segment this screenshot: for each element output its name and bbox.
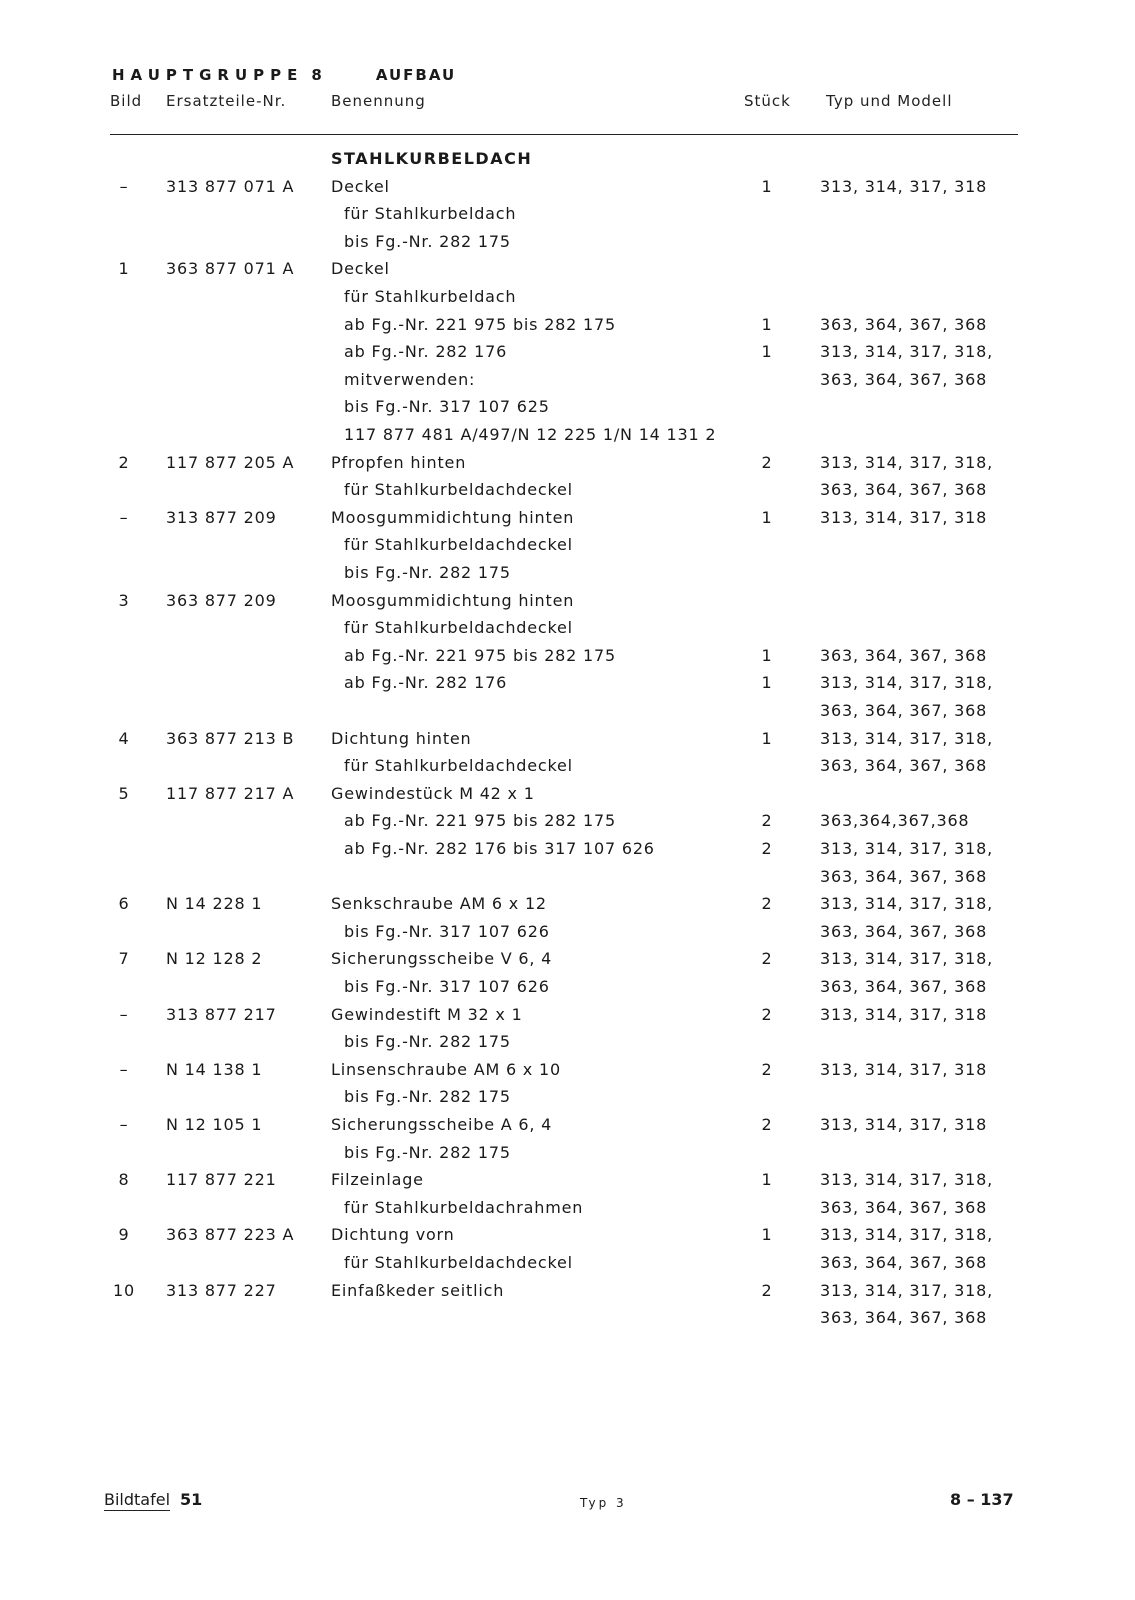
- designation-cell: für Stahlkurbeldachrahmen: [344, 1197, 584, 1217]
- bild-cell: –: [119, 176, 129, 196]
- designation-cell: bis Fg.-Nr. 282 175: [344, 563, 511, 582]
- quantity-cell: 1: [761, 673, 773, 693]
- designation-cell: ab Fg.-Nr. 282 176 bis 317 107 626: [344, 839, 655, 858]
- type-model-cell: 363, 364, 367, 368: [820, 369, 988, 389]
- part-number-cell: 117 877 205 A: [166, 452, 295, 472]
- hauptgruppe-heading: [112, 66, 456, 84]
- section-heading-row: [0, 145, 1135, 172]
- column-header-benennung: Benennung: [331, 92, 426, 110]
- part-number-cell: N 14 228 1: [166, 894, 263, 914]
- bild-cell: 2: [118, 452, 130, 472]
- bild-cell: 3: [118, 590, 130, 610]
- typ-footer: Typ 3: [580, 1496, 627, 1510]
- quantity-cell: 1: [761, 507, 773, 527]
- table-row: [0, 1221, 1135, 1248]
- table-row: [0, 255, 1135, 282]
- table-row: [0, 918, 1135, 945]
- table-row: [0, 449, 1135, 476]
- bild-cell: 4: [118, 728, 130, 748]
- designation-cell: für Stahlkurbeldachdeckel: [344, 618, 573, 638]
- type-model-cell: 313, 314, 317, 318: [820, 1004, 988, 1024]
- designation-cell: für Stahlkurbeldachdeckel: [344, 1253, 573, 1272]
- designation-cell: Moosgummidichtung hinten: [331, 507, 575, 527]
- quantity-cell: 2: [761, 811, 773, 831]
- quantity-cell: 2: [761, 1059, 773, 1079]
- table-row: [0, 1028, 1135, 1055]
- table-row: [0, 476, 1135, 503]
- type-model-cell: 363, 364, 367, 368: [820, 921, 988, 941]
- table-row: [0, 1139, 1135, 1166]
- type-model-cell: 363, 364, 367, 368: [820, 701, 988, 720]
- type-model-cell: 313, 314, 317, 318: [820, 507, 988, 527]
- bildtafel-footer: [104, 1490, 202, 1509]
- part-number-cell: 117 877 221: [166, 1170, 277, 1190]
- table-row: [0, 1249, 1135, 1276]
- type-model-cell: 363, 364, 367, 368: [820, 756, 988, 776]
- designation-cell: bis Fg.-Nr. 317 107 625: [344, 397, 550, 417]
- designation-cell: Senkschraube AM 6 x 12: [331, 894, 547, 914]
- hauptgruppe-label: HAUPTGRUPPE: [112, 66, 304, 84]
- designation-cell: Linsenschraube AM 6 x 10: [331, 1059, 561, 1079]
- quantity-cell: 2: [761, 1004, 773, 1024]
- quantity-cell: 1: [761, 1225, 773, 1245]
- table-row: [0, 614, 1135, 641]
- designation-cell: Sicherungsscheibe A 6, 4: [331, 1115, 553, 1134]
- bild-cell: 6: [118, 894, 130, 914]
- designation-cell: Gewindestift M 32 x 1: [331, 1004, 523, 1024]
- page-number: 8 – 137: [950, 1490, 1014, 1509]
- table-row: [0, 366, 1135, 393]
- table-row: [0, 1111, 1135, 1138]
- type-model-cell: 363, 364, 367, 368: [820, 977, 988, 996]
- type-model-cell: 313, 314, 317, 318,: [820, 342, 993, 362]
- designation-cell: für Stahlkurbeldachdeckel: [344, 756, 573, 776]
- designation-cell: 117 877 481 A/497/N 12 225 1/N 14 131 2: [344, 425, 717, 444]
- bild-cell: –: [119, 1115, 129, 1134]
- designation-cell: Dichtung hinten: [331, 728, 472, 748]
- part-number-cell: 313 877 227: [166, 1280, 277, 1300]
- table-row: [0, 1001, 1135, 1028]
- type-model-cell: 363, 364, 367, 368: [820, 1253, 988, 1272]
- designation-cell: bis Fg.-Nr. 282 175: [344, 231, 511, 251]
- type-model-cell: 313, 314, 317, 318,: [820, 1170, 993, 1190]
- header-divider: [110, 134, 1018, 135]
- table-row: [0, 200, 1135, 227]
- bild-cell: 9: [118, 1225, 130, 1245]
- quantity-cell: 2: [761, 894, 773, 914]
- designation-cell: mitverwenden:: [344, 369, 476, 389]
- part-number-cell: N 12 128 2: [166, 949, 263, 969]
- table-row: [0, 945, 1135, 972]
- quantity-cell: 2: [761, 1280, 773, 1300]
- designation-cell: für Stahlkurbeldachdeckel: [344, 480, 573, 500]
- designation-cell: Deckel: [331, 259, 390, 279]
- quantity-cell: 2: [761, 949, 773, 969]
- table-row: [0, 669, 1135, 696]
- bildtafel-label: Bildtafel: [104, 1490, 171, 1509]
- column-header-stueck: Stück: [744, 92, 791, 110]
- table-row: [0, 311, 1135, 338]
- designation-cell: Moosgummidichtung hinten: [331, 590, 575, 610]
- designation-cell: Gewindestück M 42 x 1: [331, 783, 535, 803]
- designation-cell: bis Fg.-Nr. 317 107 626: [344, 921, 550, 941]
- table-row: [0, 1056, 1135, 1083]
- table-row: [0, 1166, 1135, 1193]
- table-row: [0, 504, 1135, 531]
- designation-cell: ab Fg.-Nr. 221 975 bis 282 175: [344, 314, 616, 334]
- quantity-cell: 2: [761, 1115, 773, 1134]
- quantity-cell: 2: [761, 452, 773, 472]
- table-row: [0, 1304, 1135, 1331]
- part-number-cell: 313 877 071 A: [166, 176, 295, 196]
- designation-cell: Sicherungsscheibe V 6, 4: [331, 949, 553, 969]
- designation-cell: Filzeinlage: [331, 1170, 424, 1190]
- hauptgruppe-title: AUFBAU: [375, 66, 457, 84]
- table-row: [0, 1194, 1135, 1221]
- designation-cell: für Stahlkurbeldach: [344, 287, 517, 306]
- table-row: [0, 338, 1135, 365]
- designation-cell: STAHLKURBELDACH: [331, 149, 533, 168]
- bild-cell: –: [119, 507, 129, 527]
- table-row: [0, 697, 1135, 724]
- table-row: [0, 780, 1135, 807]
- designation-cell: Deckel: [331, 176, 390, 196]
- table-row: [0, 393, 1135, 420]
- table-row: [0, 587, 1135, 614]
- type-model-cell: 313, 314, 317, 318,: [820, 894, 993, 914]
- table-row: [0, 973, 1135, 1000]
- quantity-cell: 1: [761, 645, 773, 665]
- bild-cell: 7: [118, 949, 130, 969]
- part-number-cell: 363 877 071 A: [166, 259, 295, 279]
- quantity-cell: 1: [761, 314, 773, 334]
- table-row: [0, 863, 1135, 890]
- designation-cell: für Stahlkurbeldach: [344, 204, 517, 224]
- type-model-cell: 363, 364, 367, 368: [820, 645, 988, 665]
- type-model-cell: 313, 314, 317, 318,: [820, 728, 993, 748]
- type-model-cell: 313, 314, 317, 318,: [820, 949, 993, 969]
- bild-cell: –: [119, 1059, 129, 1079]
- table-row: [0, 173, 1135, 200]
- type-model-cell: 363, 364, 367, 368: [820, 314, 988, 334]
- table-row: [0, 1083, 1135, 1110]
- part-number-cell: N 12 105 1: [166, 1115, 263, 1134]
- bild-cell: 5: [118, 783, 130, 803]
- type-model-cell: 313, 314, 317, 318: [820, 1059, 988, 1079]
- table-row: [0, 531, 1135, 558]
- designation-cell: Pfropfen hinten: [331, 452, 467, 472]
- quantity-cell: 1: [761, 1170, 773, 1190]
- part-number-cell: 313 877 217: [166, 1004, 277, 1024]
- type-model-cell: 313, 314, 317, 318,: [820, 673, 993, 693]
- bild-cell: 1: [118, 259, 130, 279]
- designation-cell: ab Fg.-Nr. 221 975 bis 282 175: [344, 811, 616, 831]
- table-row: [0, 559, 1135, 586]
- table-row: [0, 1277, 1135, 1304]
- type-model-cell: 313, 314, 317, 318,: [820, 1280, 993, 1300]
- part-number-cell: 313 877 209: [166, 507, 277, 527]
- table-row: [0, 228, 1135, 255]
- designation-cell: bis Fg.-Nr. 282 175: [344, 1032, 511, 1052]
- designation-cell: bis Fg.-Nr. 317 107 626: [344, 977, 550, 996]
- type-model-cell: 363, 364, 367, 368: [820, 1197, 988, 1217]
- designation-cell: ab Fg.-Nr. 282 176: [344, 342, 508, 362]
- quantity-cell: 1: [761, 728, 773, 748]
- table-row: [0, 421, 1135, 448]
- designation-cell: ab Fg.-Nr. 282 176: [344, 673, 508, 693]
- designation-cell: bis Fg.-Nr. 282 175: [344, 1087, 511, 1107]
- quantity-cell: 1: [761, 176, 773, 196]
- column-header-ersatzteil: Ersatzteile-Nr.: [166, 92, 287, 110]
- table-row: [0, 752, 1135, 779]
- type-model-cell: 363, 364, 367, 368: [820, 480, 988, 500]
- bild-cell: 10: [113, 1280, 135, 1300]
- type-model-cell: 313, 314, 317, 318: [820, 1115, 988, 1134]
- table-row: [0, 807, 1135, 834]
- bild-cell: 8: [118, 1170, 130, 1190]
- part-number-cell: N 14 138 1: [166, 1059, 263, 1079]
- type-model-cell: 363, 364, 367, 368: [820, 1308, 988, 1328]
- bildtafel-number: 51: [180, 1490, 203, 1509]
- column-header-bild: Bild: [110, 92, 143, 110]
- designation-cell: bis Fg.-Nr. 282 175: [344, 1142, 511, 1162]
- table-row: [0, 835, 1135, 862]
- column-header-typ: Typ und Modell: [826, 92, 953, 110]
- part-number-cell: 363 877 223 A: [166, 1225, 295, 1245]
- part-number-cell: 117 877 217 A: [166, 783, 295, 803]
- type-model-cell: 313, 314, 317, 318,: [820, 839, 993, 858]
- part-number-cell: 363 877 209: [166, 590, 277, 610]
- designation-cell: ab Fg.-Nr. 221 975 bis 282 175: [344, 645, 616, 665]
- table-row: [0, 890, 1135, 917]
- table-row: [0, 283, 1135, 310]
- quantity-cell: 2: [761, 839, 773, 858]
- hauptgruppe-number: 8: [311, 66, 322, 84]
- bild-cell: –: [119, 1004, 129, 1024]
- type-model-cell: 363, 364, 367, 368: [820, 866, 988, 886]
- designation-cell: Einfaßkeder seitlich: [331, 1280, 505, 1300]
- type-model-cell: 363,364,367,368: [820, 811, 970, 831]
- type-model-cell: 313, 314, 317, 318,: [820, 452, 993, 472]
- type-model-cell: 313, 314, 317, 318: [820, 176, 988, 196]
- designation-cell: Dichtung vorn: [331, 1225, 455, 1245]
- table-row: [0, 642, 1135, 669]
- quantity-cell: 1: [761, 342, 773, 362]
- type-model-cell: 313, 314, 317, 318,: [820, 1225, 993, 1245]
- table-row: [0, 725, 1135, 752]
- designation-cell: für Stahlkurbeldachdeckel: [344, 535, 573, 555]
- part-number-cell: 363 877 213 B: [166, 728, 295, 748]
